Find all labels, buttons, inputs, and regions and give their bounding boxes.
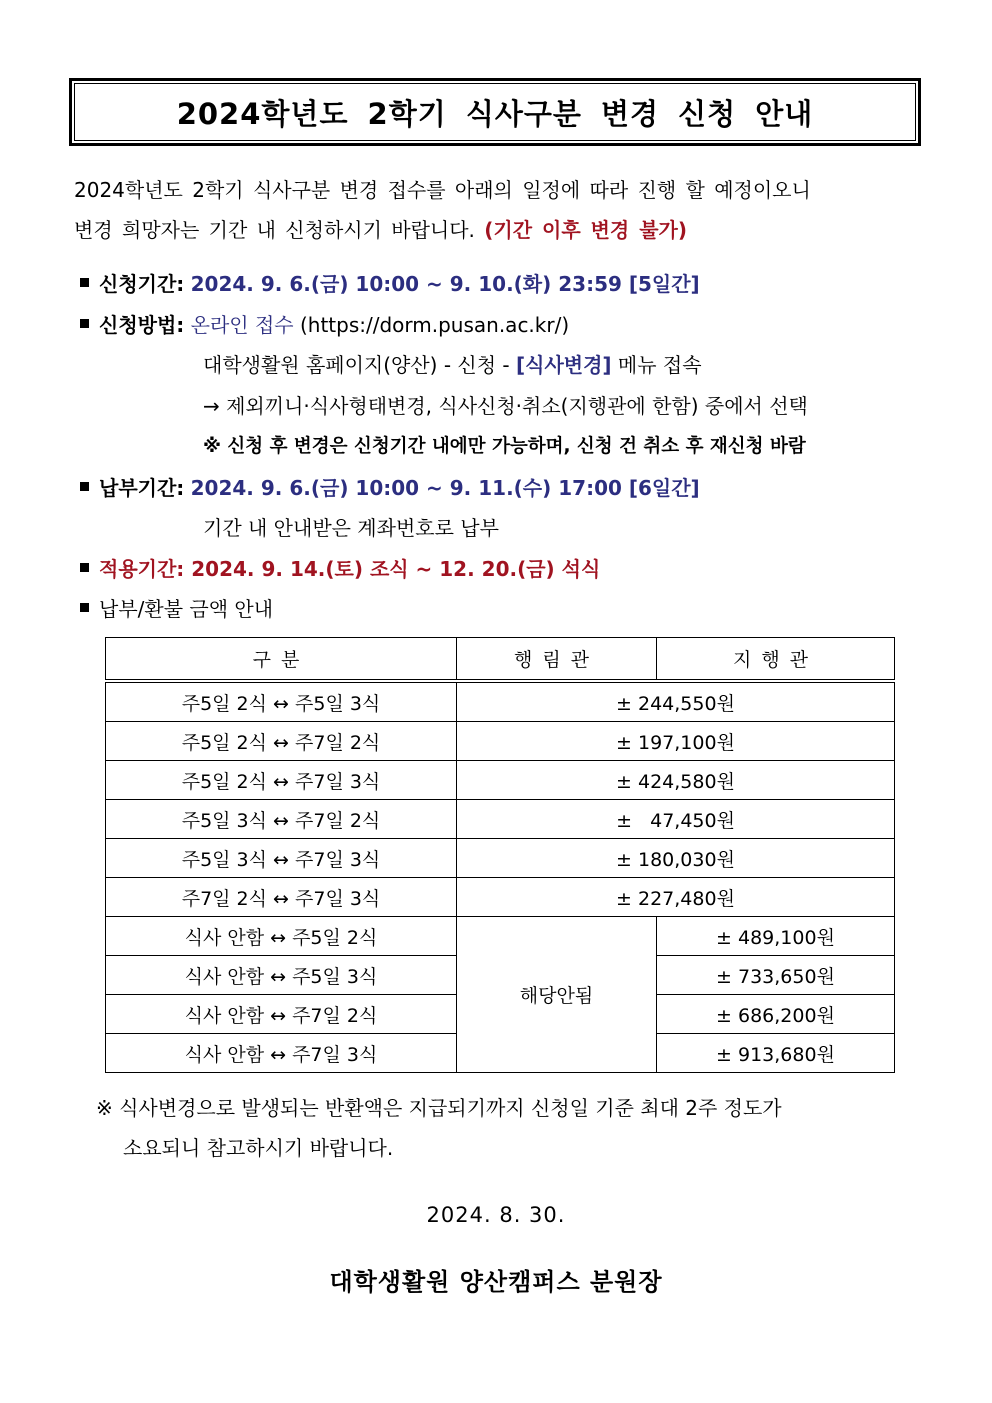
table-row: 식사 안함 ↔ 주7일 2식 ± 686,200원 xyxy=(106,995,895,1034)
intro-line-1: 2024학년도 2학기 식사구분 변경 접수를 아래의 일정에 따라 진행 할 예정이오니 xyxy=(74,178,811,202)
signer: 대학생활원 양산캠퍼스 분원장 xyxy=(329,1268,663,1296)
payment-period-value: 2024. 9. 6.(금) 10:00 ~ 9. 11.(수) 17:00 [6일간] xyxy=(190,476,700,500)
amount-info-row xyxy=(80,593,273,622)
table-row: 주7일 2식 ↔ 주7일 3식 ± 227,480원 xyxy=(106,878,895,917)
fee-table xyxy=(105,637,895,1073)
apply-method-row xyxy=(80,309,569,338)
effective-period-row xyxy=(80,553,600,582)
apply-period-value: 2024. 9. 6.(금) 10:00 ~ 9. 10.(화) 23:59 [5일간] xyxy=(190,272,700,296)
table-row: 주5일 2식 ↔ 주7일 2식 ± 197,100원 xyxy=(106,722,895,761)
header-haengnim: 행림관 xyxy=(457,638,657,682)
apply-method-label: 신청방법: xyxy=(99,313,185,337)
apply-step-line: 대학생활원 홈페이지(양산) - 신청 - [식사변경] 메뉴 접속 xyxy=(203,353,702,377)
dorm-website-link[interactable]: (https://dorm.pusan.ac.kr/) xyxy=(299,313,570,337)
issue-date: 2024. 8. 30. xyxy=(426,1203,566,1227)
apply-method-value: 온라인 접수 xyxy=(190,313,294,337)
apply-options-line: → 제외끼니·식사형태변경, 식사신청·취소(지행관에 한함) 중에서 선택 xyxy=(203,394,808,418)
not-applicable-cell: 해당안됨 xyxy=(457,917,657,1073)
intro-paragraph xyxy=(74,170,924,250)
effective-period-label: 적용기간: xyxy=(99,557,185,581)
table-row: 주5일 2식 ↔ 주7일 3식 ± 424,580원 xyxy=(106,761,895,800)
amount-info-label: 납부/환불 금액 안내 xyxy=(99,597,274,621)
refund-note-line-1: ※ 식사변경으로 발생되는 반환액은 지급되기까지 신청일 기준 최대 2주 정도가 xyxy=(96,1096,782,1120)
payment-detail-line: 기간 내 안내받은 계좌번호로 납부 xyxy=(203,516,499,540)
header-jihaeng: 지행관 xyxy=(657,638,895,682)
effective-period-value: 2024. 9. 14.(토) 조식 ~ 12. 20.(금) 석식 xyxy=(191,557,601,581)
square-bullet-icon xyxy=(80,319,89,328)
table-row: 식사 안함 ↔ 주5일 3식 ± 733,650원 xyxy=(106,956,895,995)
square-bullet-icon xyxy=(80,278,89,287)
square-bullet-icon xyxy=(80,603,89,612)
table-header-row xyxy=(106,638,895,682)
meal-change-menu: [식사변경] xyxy=(516,353,612,377)
apply-period-row xyxy=(80,268,700,297)
square-bullet-icon xyxy=(80,563,89,572)
square-bullet-icon xyxy=(80,482,89,491)
payment-period-row xyxy=(80,472,700,501)
table-row: 주5일 2식 ↔ 주5일 3식 ± 244,550원 xyxy=(106,681,895,722)
refund-note xyxy=(96,1088,916,1168)
no-change-warning: (기간 이후 변경 불가) xyxy=(484,218,687,242)
table-row: 주5일 3식 ↔ 주7일 3식 ± 180,030원 xyxy=(106,839,895,878)
table-row: 식사 안함 ↔ 주7일 3식 ± 913,680원 xyxy=(106,1034,895,1073)
page-title: 2024학년도 2학기 식사구분 변경 신청 안내 xyxy=(74,83,916,141)
apply-notice-line: ※ 신청 후 변경은 신청기간 내에만 가능하며, 신청 건 취소 후 재신청 바람 xyxy=(203,436,806,457)
title-box xyxy=(69,78,921,146)
header-category: 구분 xyxy=(106,638,457,682)
table-row: 주5일 3식 ↔ 주7일 2식 ± 47,450원 xyxy=(106,800,895,839)
intro-line-2: 변경 희망자는 기간 내 신청하시기 바랍니다. (기간 이후 변경 불가) xyxy=(74,218,687,242)
payment-period-label: 납부기간: xyxy=(99,476,185,500)
refund-note-line-2: 소요되니 참고하시기 바랍니다. xyxy=(123,1136,394,1160)
table-row: 식사 안함 ↔ 주5일 2식 해당안됨 ± 489,100원 xyxy=(106,917,895,956)
apply-period-label: 신청기간: xyxy=(99,272,185,296)
